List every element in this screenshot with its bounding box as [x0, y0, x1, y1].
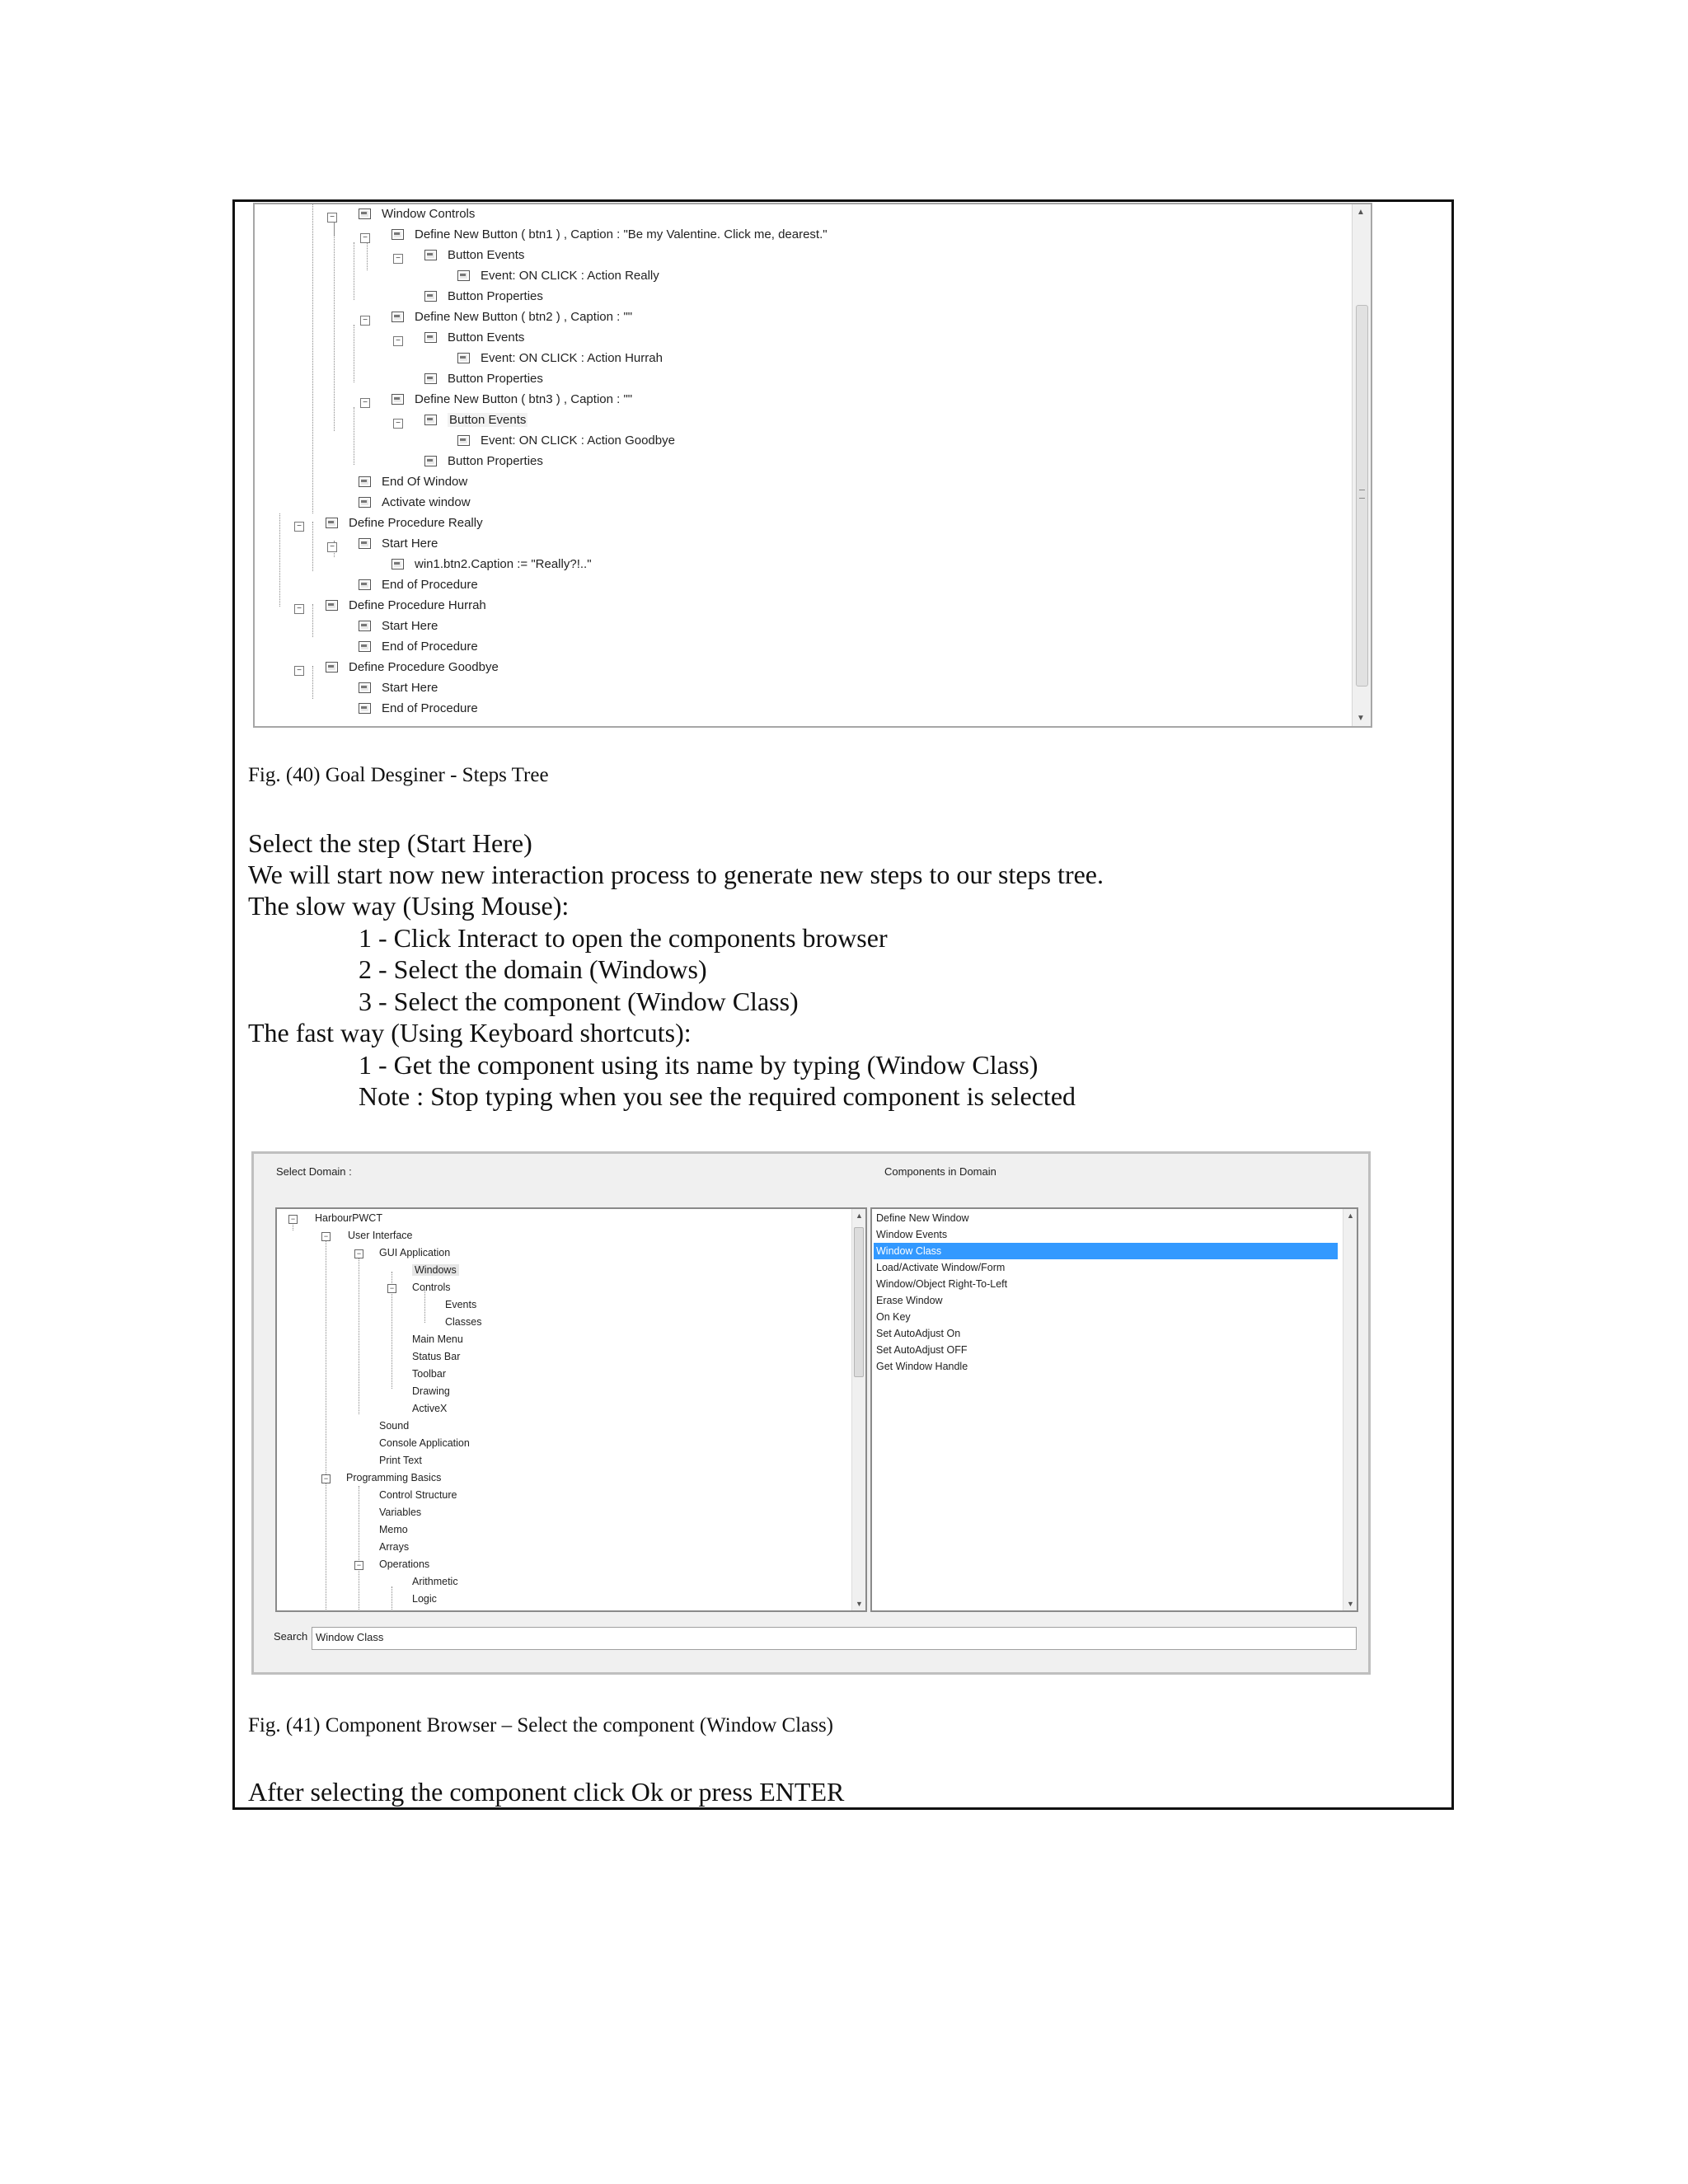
domain-node[interactable]: Arithmetic	[412, 1576, 458, 1587]
tree-node[interactable]: Button Properties	[424, 371, 543, 387]
tree-node[interactable]: Define New Button ( btn3 ) , Caption : ""	[392, 391, 632, 408]
step-icon	[359, 621, 371, 631]
tree-node[interactable]: win1.btn2.Caption := "Really?!.."	[392, 556, 592, 573]
step-icon	[359, 476, 371, 487]
collapse-icon[interactable]: −	[387, 1284, 396, 1293]
body-line: The fast way (Using Keyboard shortcuts):	[248, 1018, 692, 1047]
step-icon	[457, 270, 470, 281]
step-icon	[392, 559, 404, 569]
scroll-up-icon[interactable]: ▲	[1357, 208, 1365, 217]
tree-line	[334, 221, 335, 431]
scroll-down-icon[interactable]: ▼	[856, 1600, 863, 1608]
collapse-icon[interactable]: −	[360, 398, 370, 408]
scroll-down-icon[interactable]: ▼	[1347, 1600, 1354, 1608]
component-item[interactable]: On Key	[876, 1311, 911, 1323]
vertical-scrollbar[interactable]	[1352, 204, 1371, 726]
step-icon	[424, 332, 437, 343]
step-icon	[392, 394, 404, 405]
domain-node[interactable]: Sound	[379, 1420, 410, 1432]
tree-node[interactable]: Define New Button ( btn2 ) , Caption : ""	[392, 309, 632, 326]
tree-node[interactable]: Define New Button ( btn1 ) , Caption : "Be my Valentine. Click me, dearest."	[392, 227, 828, 243]
tree-line	[312, 666, 313, 699]
tree-line	[312, 522, 313, 571]
collapse-icon[interactable]: −	[321, 1474, 331, 1483]
tree-node[interactable]: Define Procedure Really	[326, 515, 483, 532]
domain-node[interactable]: Events	[445, 1299, 477, 1310]
domain-node[interactable]: Toolbar	[412, 1368, 446, 1380]
search-input[interactable]: Window Class	[312, 1627, 1357, 1650]
step-icon	[359, 497, 371, 508]
tree-node[interactable]: Window Controls	[359, 206, 475, 223]
tree-node[interactable]: Start Here	[359, 618, 438, 635]
domain-node[interactable]: Memo	[379, 1524, 408, 1535]
tree-node[interactable]: Button Events	[424, 330, 524, 346]
domain-node[interactable]: Main Menu	[412, 1333, 463, 1345]
collapse-icon[interactable]: −	[360, 316, 370, 326]
components-label: Components in Domain	[884, 1165, 996, 1178]
component-item[interactable]: Window Events	[876, 1229, 948, 1240]
tree-node[interactable]: Button Properties	[424, 288, 543, 305]
tree-node[interactable]: Start Here	[359, 680, 438, 696]
step-icon	[424, 373, 437, 384]
domain-node[interactable]: Logic	[412, 1593, 437, 1605]
tree-node[interactable]: Button Properties	[424, 453, 543, 470]
collapse-icon[interactable]: −	[294, 604, 304, 614]
collapse-icon[interactable]: −	[393, 336, 403, 346]
search-label: Search	[274, 1630, 308, 1643]
tree-node[interactable]: Event: ON CLICK : Action Really	[457, 268, 659, 284]
domain-node[interactable]: User Interface	[348, 1230, 413, 1241]
component-item[interactable]: Set AutoAdjust On	[876, 1328, 961, 1339]
tree-node[interactable]: Activate window	[359, 494, 471, 511]
component-item-selected[interactable]: Window Class	[874, 1243, 1338, 1259]
tree-line	[312, 604, 313, 637]
body-line: Select the step (Start Here)	[248, 828, 532, 858]
scrollbar-thumb[interactable]	[854, 1227, 864, 1377]
figure-caption: Fig. (41) Component Browser – Select the component (Window Class)	[248, 1714, 833, 1736]
body-line: Note : Stop typing when you see the required component is selected	[359, 1081, 1076, 1111]
grip-icon	[1359, 490, 1365, 499]
domain-node[interactable]: HarbourPWCT	[315, 1212, 382, 1224]
step-icon	[392, 312, 404, 322]
step-icon	[457, 353, 470, 363]
domain-node[interactable]: GUI Application	[379, 1247, 451, 1258]
component-browser	[251, 1151, 1371, 1675]
domain-node[interactable]: Arrays	[379, 1541, 410, 1553]
collapse-icon[interactable]: −	[294, 522, 304, 532]
domain-scrollbar[interactable]	[851, 1209, 865, 1610]
step-icon	[424, 415, 437, 425]
collapse-icon[interactable]: −	[321, 1232, 331, 1241]
domain-node-selected[interactable]: Windows	[412, 1262, 459, 1278]
domain-node[interactable]: Control Structure	[379, 1489, 457, 1501]
components-scrollbar[interactable]	[1343, 1209, 1357, 1610]
domain-node[interactable]: ActiveX	[412, 1403, 448, 1414]
step-icon	[359, 538, 371, 549]
step-icon	[392, 229, 404, 240]
body-line: 1 - Get the component using its name by typing (Window Class)	[359, 1050, 1039, 1080]
steps-tree	[255, 204, 1351, 726]
domain-node[interactable]: Console Application	[379, 1437, 470, 1449]
collapse-icon[interactable]: −	[327, 213, 337, 223]
tree-node[interactable]: End of Procedure	[359, 701, 478, 717]
step-icon	[424, 291, 437, 302]
figure-caption: Fig. (40) Goal Desginer - Steps Tree	[248, 764, 549, 786]
tree-line	[312, 204, 313, 513]
step-icon	[359, 641, 371, 652]
domain-node[interactable]: Operations	[379, 1558, 430, 1570]
collapse-icon[interactable]: −	[288, 1215, 298, 1224]
tree-line	[279, 513, 280, 607]
tree-node[interactable]: End Of Window	[359, 474, 467, 490]
tree-node[interactable]: Event: ON CLICK : Action Hurrah	[457, 350, 663, 367]
select-domain-label: Select Domain :	[276, 1165, 352, 1178]
component-item[interactable]: Get Window Handle	[876, 1361, 968, 1372]
component-item[interactable]: Load/Activate Window/Form	[876, 1262, 1006, 1273]
component-item[interactable]: Window/Object Right-To-Left	[876, 1278, 1008, 1290]
component-item[interactable]: Erase Window	[876, 1295, 943, 1306]
domain-node[interactable]: Drawing	[412, 1385, 450, 1397]
component-item[interactable]: Set AutoAdjust OFF	[876, 1344, 968, 1356]
domain-node[interactable]: Controls	[412, 1282, 451, 1293]
body-line: 3 - Select the component (Window Class)	[359, 987, 799, 1016]
domain-node[interactable]: Status Bar	[412, 1351, 461, 1362]
step-icon	[326, 600, 338, 611]
components-list[interactable]	[870, 1207, 1358, 1612]
collapse-icon[interactable]: −	[294, 666, 304, 676]
collapse-icon[interactable]: −	[360, 233, 370, 243]
step-icon	[457, 435, 470, 446]
domain-node[interactable]: Programming Basics	[346, 1472, 442, 1483]
step-icon	[359, 209, 371, 219]
tree-node[interactable]: Define Procedure Goodbye	[326, 659, 499, 676]
body-line: 1 - Click Interact to open the components browser	[359, 923, 888, 953]
tree-node[interactable]: Button Events	[424, 412, 528, 429]
domain-node[interactable]: Print Text	[379, 1455, 422, 1466]
step-icon	[424, 456, 437, 466]
scroll-down-icon[interactable]: ▼	[1357, 714, 1365, 723]
tree-node[interactable]: End of Procedure	[359, 577, 478, 593]
domain-node[interactable]: Variables	[379, 1507, 422, 1518]
domain-tree[interactable]	[275, 1207, 867, 1612]
tree-node[interactable]: Button Events	[424, 247, 524, 264]
step-icon	[359, 682, 371, 693]
steps-tree-panel[interactable]	[253, 203, 1372, 728]
domain-node[interactable]: Classes	[445, 1316, 482, 1328]
step-icon	[326, 518, 338, 528]
collapse-icon[interactable]: −	[393, 254, 403, 264]
footer-line: After selecting the component click Ok or press ENTER	[248, 1777, 845, 1807]
scroll-up-icon[interactable]: ▲	[856, 1212, 863, 1220]
collapse-icon[interactable]: −	[354, 1249, 363, 1258]
body-line: The slow way (Using Mouse):	[248, 891, 570, 921]
scroll-up-icon[interactable]: ▲	[1347, 1212, 1354, 1220]
tree-node[interactable]: End of Procedure	[359, 639, 478, 655]
tree-node[interactable]: Start Here	[359, 536, 438, 552]
body-line: 2 - Select the domain (Windows)	[359, 954, 707, 984]
component-item[interactable]: Define New Window	[876, 1212, 969, 1224]
tree-node[interactable]: Define Procedure Hurrah	[326, 598, 486, 614]
step-icon	[359, 703, 371, 714]
collapse-icon[interactable]: −	[327, 542, 337, 552]
step-icon	[424, 250, 437, 260]
tree-node[interactable]: Event: ON CLICK : Action Goodbye	[457, 433, 675, 449]
step-icon	[326, 662, 338, 673]
collapse-icon[interactable]: −	[354, 1561, 363, 1570]
body-line: We will start now new interaction process to generate new steps to our steps tree.	[248, 860, 1104, 889]
collapse-icon[interactable]: −	[393, 419, 403, 429]
step-icon	[359, 579, 371, 590]
